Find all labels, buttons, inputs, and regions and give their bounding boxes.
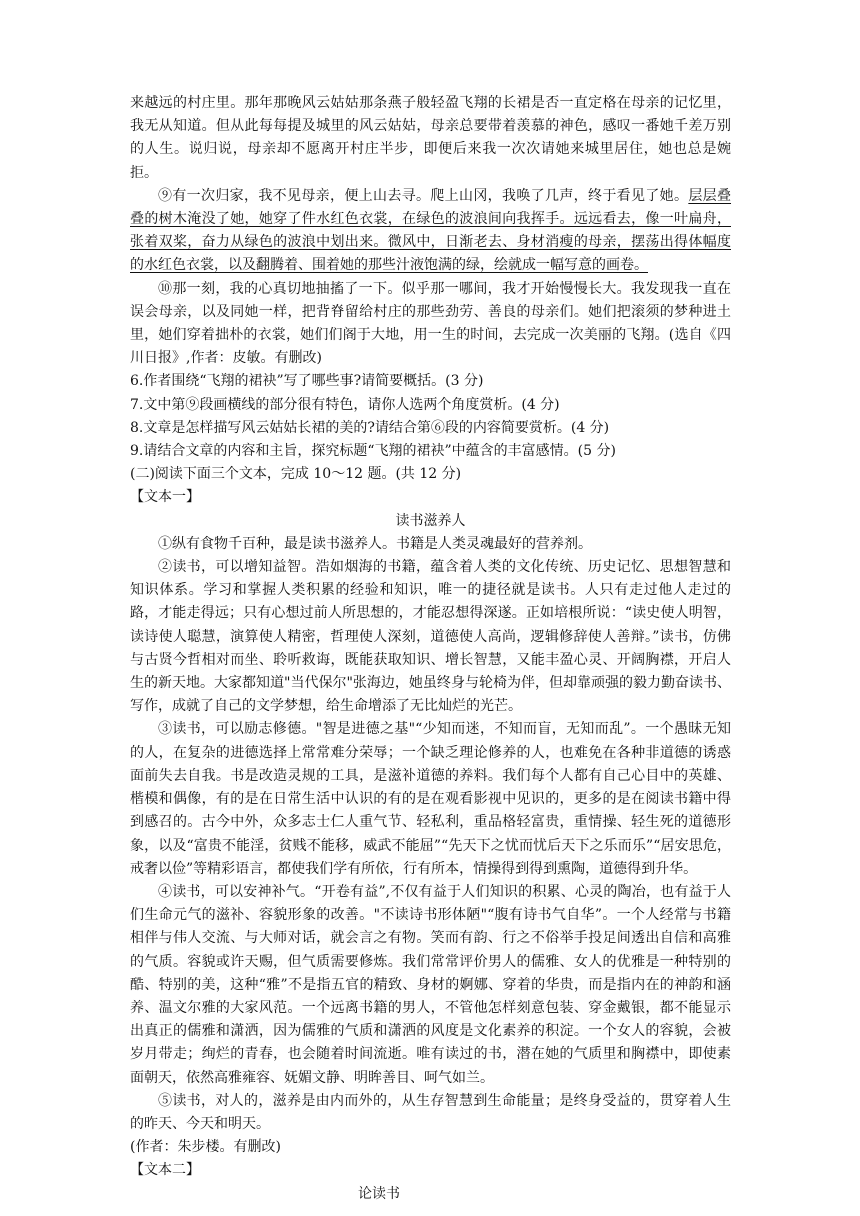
question-6: 6.作者围绕“飞翔的裙袂”写了哪些事?请简要概括。(3 分) (130, 373, 484, 390)
text-1-paragraph-4: ④读书，可以安神补气。“开卷有益”,不仅有益于人们知识的积累、心灵的陶冶，也有益于人们生命元气的滋补、容貌形象的改善。"不读诗书形体陋"“腹有诗书气自华”。一个人经常与书籍相伴与伟人交流、与大师对话，就会言之有物。笑而有韵、行之不俗举手投足间透出自信和高雅的气质。容貌或许天赐，但气质需要修炼。我们常常评价男人的儒雅、女人的优雅是一种特别的酷、特别的美，这种“雅”不是指五官的精致、身材的婀娜、穿着的华贵，而是指内在的神韵和涵养、温文尔雅的大家风范。一个远离书籍的男人，不管他怎样刻意包装、穿金戴银，都不能显示出真正的儒雅和潇洒，因为儒雅的气质和潇洒的风度是文化素养的积淀。一个女人的容貌，会被岁月带走；绚烂的青春，也会随着时间流逝。唯有读过的书，潜在她的气质里和胸襟中，即使素面朝天，依然高雅雍容、妩媚文静、明眸善目、呵气如兰。 (130, 883, 731, 1086)
text-2-title: 论读书 (358, 1185, 400, 1202)
section-2-intro: (二)阅读下面三个文本，完成 10～12 题。(共 12 分) (130, 466, 462, 483)
text-1-paragraph-1: ①纵有食物千百种，最是读书滋养人。书籍是人类灵魂最好的营养剂。 (158, 535, 592, 552)
document-page (130, 92, 731, 1206)
question-8: 8.文章是怎样描写风云姑姑长裙的美的?请结合第⑥段的内容简要赏析。(4 分) (130, 419, 610, 436)
text-1-paragraph-3: ③读书，可以励志修德。"智是进德之基"“少知而迷，不知而盲，无知而乱”。一个愚昧无知的人，在复杂的进德选择上常常难分荣辱；一个缺乏理论修养的人，也难免在各种非道德的诱惑面前失去自我。书是改造灵规的工具，是滋补道德的养料。我们每个人都有自己心目中的英雄、楷模和偶像，有的是在日常生活中认识的有的是在观看影视中见识的，更多的是在阅读书籍中得到感召的。古今中外，众多志士仁人重气节、轻私利，重品格轻富贵，重情操、轻生死的道德形象，以及“富贵不能淫，贫贱不能移，威武不能屈”“先天下之忧而忧后天下之乐而乐”“居安思危，戒奢以俭”等精彩语言，都使我们学有所依，行有所本，情操得到得到熏陶，道德得到升华。 (130, 721, 731, 877)
text-2-label: 【文本二】 (130, 1162, 200, 1179)
question-7: 7.文中第⑨段画横线的部分很有特色，请你人选两个角度赏析。(4 分) (130, 396, 560, 413)
passage-paragraph-8-tail: 来越远的村庄里。那年那晚风云姑姑那条燕子般轻盈飞翔的长裙是否一直定格在母亲的记忆里，我无从知道。但从此每每提及城里的风云姑姑，母亲总要带着羡慕的神色，感叹一番她千差万别的人生。说归说，母亲却不愿离开村庄半步，即便后来我一次次请她来城里居住，她也总是婉拒。 (130, 95, 731, 181)
paragraph-9-plain-text: ⑨有一次归家，我不见母亲，便上山去寻。爬上山冈，我唤了几声，终于看见了她。 (158, 187, 689, 204)
paragraph-9-underlined-text: 层层叠叠的树木淹没了她，她穿了件水红色衣裳，在绿色的波浪间向我挥手。远远看去，像一叶扁舟，张着双桨，奋力从绿色的波浪中划出来。微风中，日渐老去、身材消瘦的母亲，摆荡出得体幅度的水红色衣裳，以及翻腾着、围着她的那些汁液饱满的绿，绘就成一幅写意的画卷。 (130, 187, 732, 274)
text-1-title: 读书滋养人 (395, 512, 466, 529)
passage-paragraph-10: ⑩那一刻，我的心真切地抽搐了一下。似乎那一哪间，我才开始慢慢长大。我发现我一直在误会母亲，以及同她一样，把背脊留给村庄的那些劲劳、善良的母亲们。她们把滚须的梦种进土里，她们穿着拙朴的衣裳，她们们阁于大地，用一生的时间，去完成一次美丽的飞翔。(选自《四川日报》,作者：皮敏。有删改) (130, 280, 731, 367)
question-9: 9.请结合文章的内容和主旨，探究标题“飞翔的裙袂”中蕴含的丰富感情。(5 分) (130, 443, 616, 460)
text-1-paragraph-5: ⑤读书，对人的，滋养是由内而外的，从生存智慧到生命能量；是终身受益的，贯穿着人生的昨天、今天和明天。 (130, 1092, 731, 1132)
text-1-label: 【文本一】 (130, 489, 200, 506)
text-1-source: (作者：朱步楼。有删改) (130, 1139, 281, 1156)
text-1-paragraph-2: ②读书，可以增知益智。浩如烟海的书籍，蕴含着人类的文化传统、历史记忆、思想智慧和知识体系。学习和掌握人类积累的经验和知识，唯一的捷径就是读书。人只有走过他人走过的路，才能走得远；只有心想过前人所思想的，才能忍想得深遂。正如培根所说：“读史使人明智，读诗使人聪慧，演算使人精密，哲理使人深刻，道德使人高尚，逻辑修辞使人善辩。”读书，仿佛与古贤今哲相对而坐、聆听救诲，既能获取知识、增长智慧，又能丰盈心灵、开阔胸襟，开启人生的新天地。大家都知道"当代保尔"张海边，她虽终身与轮椅为伴，但却靠顽强的毅力勤奋读书、写作，成就了自己的文学梦想，给生命增添了无比灿烂的光芒。 (130, 559, 731, 715)
passage-paragraph-9 (130, 185, 731, 278)
